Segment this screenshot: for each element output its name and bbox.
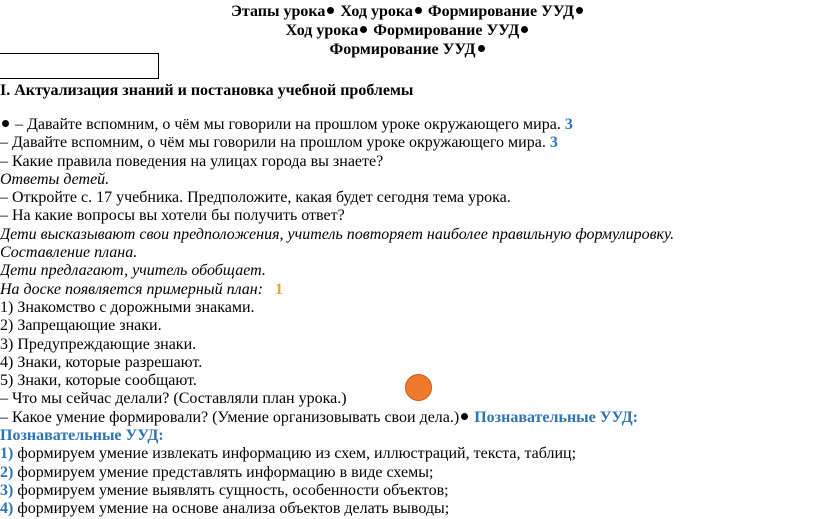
empty-text-box: [0, 53, 159, 79]
skill-item: [0, 445, 816, 463]
uud-label: Познавательные УУД:: [474, 408, 638, 426]
text-line: [0, 281, 816, 299]
text-line: [0, 427, 816, 445]
text-line: [0, 409, 816, 427]
skill-number: 4): [0, 500, 14, 518]
text-line: – Что мы сейчас делали? (Составляли план урока.): [0, 390, 347, 408]
text-line: [0, 116, 816, 134]
section-title: I. Актуализация знаний и постановка учебной проблемы: [0, 82, 414, 99]
bullet-icon: [327, 7, 334, 14]
plan-item: 1) Знакомство с дорожными знаками.: [0, 298, 255, 316]
header-uud: Формирование УУД: [329, 41, 476, 58]
skill-item: [0, 464, 816, 482]
bullet-icon: [415, 7, 422, 14]
skill-number: 1): [0, 445, 14, 463]
skill-item: [0, 482, 816, 500]
skill-text: формируем умение на основе анализа объектов делать выводы;: [13, 500, 450, 518]
text-line: – Какие правила поведения на улицах города вы знаете?: [0, 152, 384, 170]
plan-item: 3) Предупреждающие знаки.: [0, 335, 197, 353]
slide-number: 3: [549, 134, 558, 152]
skill-number: 2): [0, 463, 14, 481]
dialog-line: – Давайте вспомним, о чём мы говорили на прошлом уроке окружающего мира.: [0, 134, 546, 152]
dialog-line: – Какое умение формировали? (Умение организовывать свои дела.): [0, 408, 460, 426]
bullet-icon: [576, 7, 583, 14]
skill-number: 3): [0, 481, 14, 499]
header-line-1: [0, 2, 816, 21]
orange-circle-icon: [405, 374, 432, 401]
lesson-body: [0, 116, 816, 519]
header-uud: Формирование УУД: [427, 3, 574, 20]
slide-number: 3: [564, 116, 573, 133]
text-line: [0, 134, 816, 152]
bullet-icon: [360, 26, 367, 33]
uud-label: Познавательные УУД:: [0, 427, 164, 445]
plan-item: 4) Знаки, которые разрешают.: [0, 353, 203, 371]
bullet-icon: [521, 26, 528, 33]
text-line: Дети высказывают свои предположения, учитель повторяет наиболее правильную формулировку.: [0, 225, 675, 243]
dialog-line: – Давайте вспомним, о чём мы говорили на прошлом уроке окружающего мира.: [15, 116, 561, 133]
plan-intro: На доске появляется примерный план:: [0, 280, 264, 298]
skill-text: формируем умение выявлять сущность, особенности объектов;: [13, 481, 449, 499]
text-line: Дети предлагают, учитель обобщает.: [0, 262, 266, 280]
header-stages: Этапы урока: [231, 3, 326, 20]
text-line: Ответы детей.: [0, 170, 110, 188]
header-uud: Формирование УУД: [373, 22, 520, 39]
bullet-icon: [478, 45, 485, 52]
text-line: – Откройте с. 17 учебника. Предположите, какая будет сегодня тема урока.: [0, 189, 511, 207]
skill-text: формируем умение представлять информацию в виде схемы;: [13, 463, 434, 481]
bullet-icon: [461, 413, 468, 420]
header-lesson-flow: Ход урока: [285, 22, 359, 39]
slide-number: 1: [275, 280, 284, 298]
skill-text: формируем умение извлекать информацию из схем, иллюстраций, текста, таблиц;: [13, 445, 577, 463]
text-line: – На какие вопросы вы хотели бы получить ответ?: [0, 207, 345, 225]
header-line-2: [0, 21, 816, 40]
text-line: Составление плана.: [0, 244, 138, 262]
bullet-icon: [2, 120, 9, 127]
plan-item: 5) Знаки, которые сообщают.: [0, 372, 197, 390]
plan-item: 2) Запрещающие знаки.: [0, 317, 162, 335]
page-header: [0, 2, 816, 59]
header-lesson-flow: Ход урока: [340, 3, 413, 20]
skill-item: [0, 500, 816, 518]
